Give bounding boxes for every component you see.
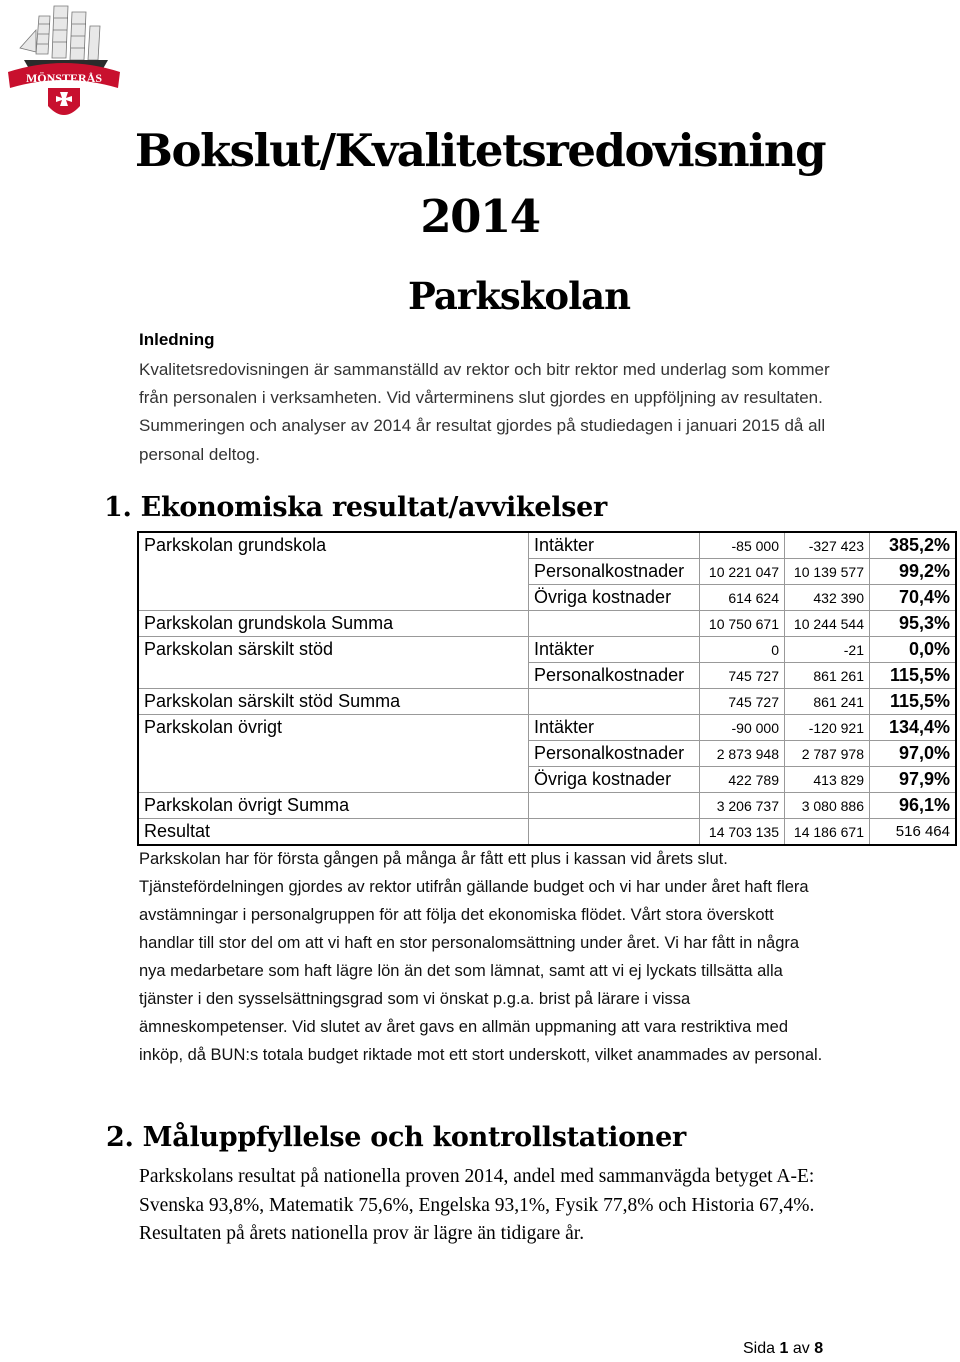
table-cell-name: Parkskolan särskilt stöd Summa xyxy=(138,689,529,715)
table-row xyxy=(138,559,956,585)
table-cell-percent: 97,9% xyxy=(870,767,957,793)
page-footer xyxy=(743,1340,823,1358)
table-row xyxy=(138,663,956,689)
table-cell-value-1: 10 750 671 xyxy=(700,611,785,637)
intro-heading: Inledning xyxy=(139,330,215,349)
section-1-paragraph: Parkskolan har för första gången på många år fått ett plus i kassan vid årets slut. Tjänstefördelningen gjordes av rektor utifrån gällande budget och vi har under året haft flera avstämningar i personalgruppen för att följa det ekonomiska flödet. Vårt stora överskott handlar till stor del om att vi haft en stor personalomsättning under året. Vi har fått in några nya medarbetare som haft lägre lön än det som lämnat, samt att vi ej lyckats tillsätta alla tjänster i den sysselsättningsgrad som vi önskat p.g.a. brist på lärare i vissa ämneskompetenser. Vid slutet av året gavs en allmän uppmaning att vara restriktiva med inköp, då BUN:s totala budget riktade mot ett stort underskott, vilket anammades av personal. xyxy=(139,850,823,1064)
table-row xyxy=(138,637,956,663)
table-cell-value-2: 2 787 978 xyxy=(785,741,870,767)
table-cell-name: Parkskolan särskilt stöd xyxy=(138,637,529,663)
table-cell-category: Personalkostnader xyxy=(529,663,700,689)
table-row xyxy=(138,767,956,793)
table-cell-value-2: -327 423 xyxy=(785,532,870,559)
table-cell-category xyxy=(529,611,700,637)
table-cell-value-1: 10 221 047 xyxy=(700,559,785,585)
section-1-heading: 1. Ekonomiska resultat/avvikelser xyxy=(104,492,607,523)
table-cell-percent: 516 464 xyxy=(870,819,957,846)
table-cell-value-1: 2 873 948 xyxy=(700,741,785,767)
table-cell-category: Personalkostnader xyxy=(529,559,700,585)
table-cell-value-1: 745 727 xyxy=(700,689,785,715)
table-cell-name: Parkskolan övrigt Summa xyxy=(138,793,529,819)
table-cell-value-2: -120 921 xyxy=(785,715,870,741)
table-cell-percent: 134,4% xyxy=(870,715,957,741)
table-cell-value-1: 0 xyxy=(700,637,785,663)
table-cell-value-1: 3 206 737 xyxy=(700,793,785,819)
table-cell-value-2: -21 xyxy=(785,637,870,663)
table-cell-name: Parkskolan grundskola xyxy=(138,532,529,559)
table-cell-value-1: 14 703 135 xyxy=(700,819,785,846)
table-cell-name xyxy=(138,585,529,611)
table-cell-name: Parkskolan övrigt xyxy=(138,715,529,741)
table-cell-value-2: 14 186 671 xyxy=(785,819,870,846)
table-cell-percent: 70,4% xyxy=(870,585,957,611)
table-cell-category: Intäkter xyxy=(529,532,700,559)
svg-text:MÖNSTERÅS: MÖNSTERÅS xyxy=(25,71,103,85)
table-cell-percent: 0,0% xyxy=(870,637,957,663)
table-cell-name: Parkskolan grundskola Summa xyxy=(138,611,529,637)
table-row xyxy=(138,741,956,767)
table-row xyxy=(138,611,956,637)
table-cell-percent: 95,3% xyxy=(870,611,957,637)
table-cell-percent: 115,5% xyxy=(870,689,957,715)
table-cell-percent: 99,2% xyxy=(870,559,957,585)
table-cell-value-2: 861 261 xyxy=(785,663,870,689)
table-cell-percent: 97,0% xyxy=(870,741,957,767)
table-cell-percent: 96,1% xyxy=(870,793,957,819)
table-cell-name xyxy=(138,767,529,793)
table-cell-value-1: -90 000 xyxy=(700,715,785,741)
table-cell-category xyxy=(529,793,700,819)
table-cell-value-2: 10 244 544 xyxy=(785,611,870,637)
financial-table xyxy=(137,531,957,846)
intro-paragraph: Kvalitetsredovisningen är sammanställd av rektor och bitr rektor med underlag som kommer från personalen i verksamheten. Vid vårterminens slut gjordes en uppföljning av resultaten. Summeringen och analyser av 2014 år resultat gjordes på studiedagen i januari 2015 då all personal deltog. xyxy=(139,360,830,464)
table-cell-value-1: 745 727 xyxy=(700,663,785,689)
monsteras-logo xyxy=(6,2,122,124)
table-cell-category: Personalkostnader xyxy=(529,741,700,767)
table-cell-value-1: 614 624 xyxy=(700,585,785,611)
footer-page: 1 xyxy=(779,1340,789,1357)
table-cell-category: Intäkter xyxy=(529,637,700,663)
section-2-paragraph: Parkskolans resultat på nationella proven 2014, andel med sammanvägda betyget A-E: Svenska 93,8%, Matematik 75,6%, Engelska 93,1%, Fysik 77,8% och Historia 67,4%. Resultaten på årets nationella prov är lägre än tidigare år. xyxy=(139,1166,815,1244)
school-name: Parkskolan xyxy=(408,274,631,318)
table-cell-percent: 385,2% xyxy=(870,532,957,559)
table-cell-category xyxy=(529,689,700,715)
document-year: 2014 xyxy=(420,190,540,243)
table-cell-category: Övriga kostnader xyxy=(529,585,700,611)
table-cell-value-2: 432 390 xyxy=(785,585,870,611)
table-cell-category: Intäkter xyxy=(529,715,700,741)
table-row xyxy=(138,715,956,741)
table-row xyxy=(138,585,956,611)
table-cell-percent: 115,5% xyxy=(870,663,957,689)
table-row xyxy=(138,793,956,819)
table-cell-category xyxy=(529,819,700,846)
document-title: Bokslut/Kvalitetsredovisning xyxy=(134,124,826,177)
table-cell-value-2: 413 829 xyxy=(785,767,870,793)
table-cell-category: Övriga kostnader xyxy=(529,767,700,793)
table-row xyxy=(138,689,956,715)
table-row xyxy=(138,819,956,846)
table-cell-value-2: 10 139 577 xyxy=(785,559,870,585)
table-cell-name: Resultat xyxy=(138,819,529,846)
table-cell-value-2: 3 080 886 xyxy=(785,793,870,819)
table-cell-name xyxy=(138,663,529,689)
footer-prefix: Sida xyxy=(743,1340,776,1357)
table-cell-name xyxy=(138,559,529,585)
table-cell-value-1: -85 000 xyxy=(700,532,785,559)
footer-total: 8 xyxy=(814,1340,824,1357)
table-cell-name xyxy=(138,741,529,767)
table-row xyxy=(138,532,956,559)
table-cell-value-1: 422 789 xyxy=(700,767,785,793)
footer-of: av xyxy=(792,1340,810,1357)
table-cell-value-2: 861 241 xyxy=(785,689,870,715)
section-2-heading: 2. Måluppfyllelse och kontrollstationer xyxy=(106,1122,686,1153)
